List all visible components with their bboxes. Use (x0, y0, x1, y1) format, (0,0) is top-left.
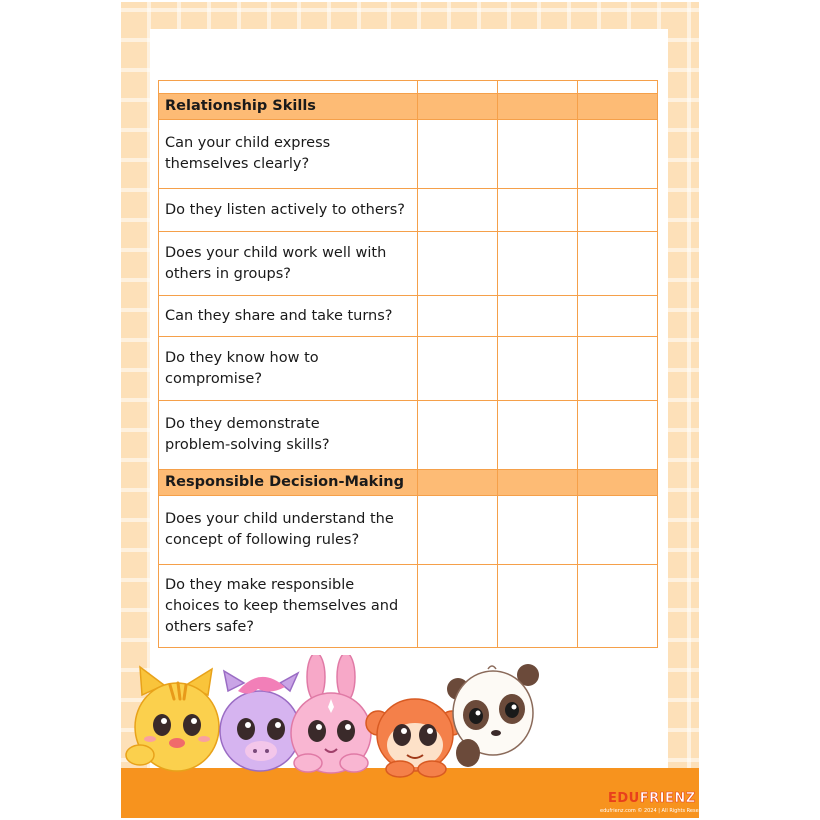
rating-cell[interactable] (578, 565, 658, 648)
section-title: Responsible Decision-Making (159, 470, 418, 496)
question-text: Can they share and take turns? (159, 296, 418, 337)
rating-cell[interactable] (498, 232, 578, 296)
question-row (159, 401, 658, 470)
rating-cell[interactable] (498, 189, 578, 232)
edufrienz-logo: EDUFRIENZ (608, 791, 696, 806)
unicorn-mascot (220, 671, 300, 771)
copyright-text: edufrienz.com © 2024 | All Rights Reserved. (600, 808, 712, 814)
rating-cell[interactable] (418, 337, 498, 401)
question-text: Do they demonstrate problem-solving skills? (159, 401, 418, 470)
rating-cell[interactable] (578, 120, 658, 189)
section-title: Relationship Skills (159, 94, 418, 120)
cat-mascot (126, 667, 219, 771)
question-row (159, 296, 658, 337)
section-row-responsible-decision-making (159, 470, 658, 496)
question-text: Can your child express themselves clearly? (159, 120, 418, 189)
rating-cell[interactable] (578, 337, 658, 401)
question-text: Does your child work well with others in groups? (159, 232, 418, 296)
rating-cell[interactable] (418, 401, 498, 470)
question-text: Do they make responsible choices to keep themselves and others safe? (159, 565, 418, 648)
header-cell (159, 81, 418, 94)
rating-cell[interactable] (418, 232, 498, 296)
question-text: Do they know how to compromise? (159, 337, 418, 401)
rating-cell[interactable] (418, 120, 498, 189)
question-row (159, 337, 658, 401)
rating-cell[interactable] (578, 401, 658, 470)
header-cell (498, 81, 578, 94)
rating-cell[interactable] (498, 120, 578, 189)
rating-cell[interactable] (498, 337, 578, 401)
question-text: Do they listen actively to others? (159, 189, 418, 232)
rating-cell[interactable] (498, 296, 578, 337)
rating-cell[interactable] (418, 296, 498, 337)
question-row (159, 232, 658, 296)
rating-cell[interactable] (498, 401, 578, 470)
question-text: Does your child understand the concept of following rules? (159, 496, 418, 565)
bunny-mascot (291, 655, 371, 773)
rating-cell[interactable] (578, 296, 658, 337)
question-row (159, 496, 658, 565)
panda-mascot (447, 664, 539, 767)
rating-cell[interactable] (498, 496, 578, 565)
rating-cell[interactable] (418, 189, 498, 232)
question-row (159, 565, 658, 648)
rating-cell[interactable] (578, 189, 658, 232)
mascot-illustration (120, 655, 560, 785)
question-row (159, 189, 658, 232)
section-row-relationship-skills (159, 94, 658, 120)
rating-cell[interactable] (578, 496, 658, 565)
checklist-table (158, 80, 658, 648)
rating-cell[interactable] (578, 232, 658, 296)
table-header-row (159, 81, 658, 94)
monkey-mascot (366, 699, 464, 777)
question-row (159, 120, 658, 189)
header-cell (578, 81, 658, 94)
rating-cell[interactable] (418, 565, 498, 648)
rating-cell[interactable] (418, 496, 498, 565)
rating-cell[interactable] (498, 565, 578, 648)
header-cell (418, 81, 498, 94)
